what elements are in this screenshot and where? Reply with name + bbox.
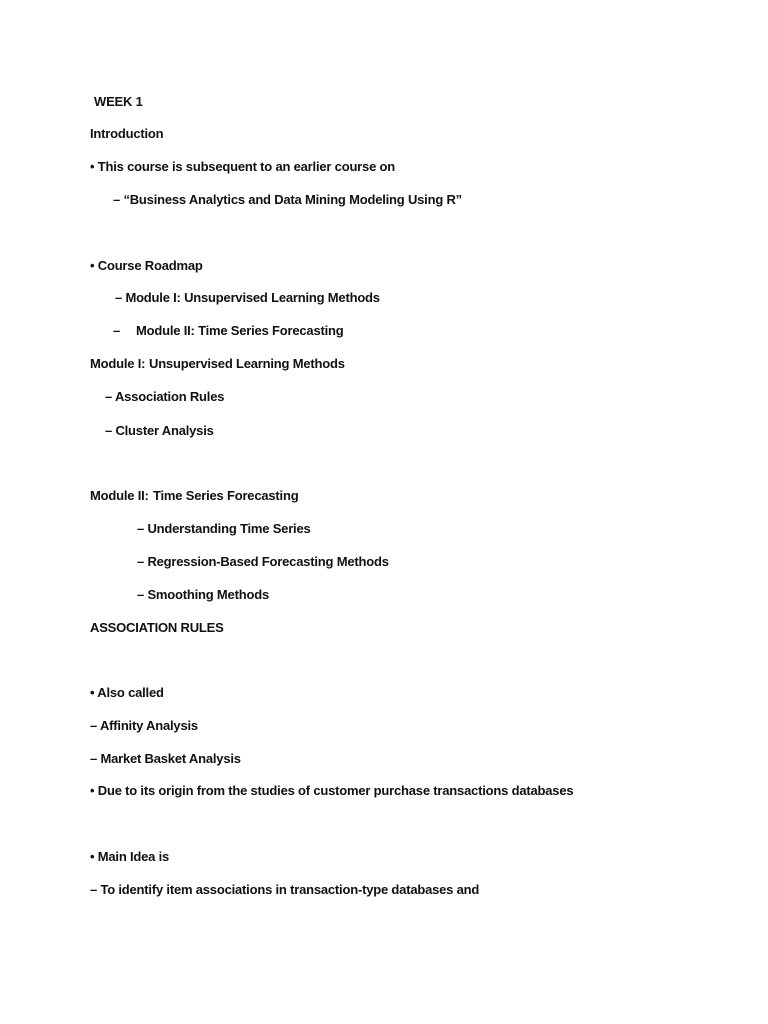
module-2-label: Module II: (90, 488, 149, 503)
association-rules-heading: ASSOCIATION RULES (90, 620, 224, 635)
sub-bullet-understanding-time-series: – Understanding Time Series (137, 521, 311, 536)
module-1-title: Unsupervised Learning Methods (149, 356, 345, 371)
bullet-also-called: • Also called (90, 685, 164, 700)
sub-bullet-dash: – (113, 323, 121, 338)
sub-bullet-affinity-analysis: – Affinity Analysis (90, 718, 198, 733)
week-heading: WEEK 1 (94, 94, 143, 109)
sub-bullet-market-basket-analysis: – Market Basket Analysis (90, 751, 241, 766)
sub-bullet-regression-forecasting: – Regression-Based Forecasting Methods (137, 554, 389, 569)
sub-bullet-association-rules: – Association Rules (105, 389, 225, 404)
bullet-main-idea: • Main Idea is (90, 849, 170, 864)
module-2-title: Time Series Forecasting (153, 488, 299, 503)
module-1-label: Module I: (90, 356, 146, 371)
sub-bullet-smoothing-methods: – Smoothing Methods (137, 587, 269, 602)
sub-bullet-module-2: Module II: Time Series Forecasting (136, 323, 344, 338)
bullet-course-subsequent: • This course is subsequent to an earlier course on (90, 159, 395, 174)
introduction-heading: Introduction (90, 126, 164, 141)
sub-bullet-identify-item-associations: – To identify item associations in transaction-type databases and (90, 882, 480, 897)
bullet-origin-studies: • Due to its origin from the studies of customer purchase transactions databases (90, 783, 574, 798)
sub-bullet-earlier-course: – “Business Analytics and Data Mining Modeling Using R” (113, 192, 462, 207)
bullet-course-roadmap: • Course Roadmap (90, 258, 203, 273)
sub-bullet-cluster-analysis: – Cluster Analysis (105, 423, 214, 438)
sub-bullet-module-1: – Module I: Unsupervised Learning Methods (115, 290, 380, 305)
